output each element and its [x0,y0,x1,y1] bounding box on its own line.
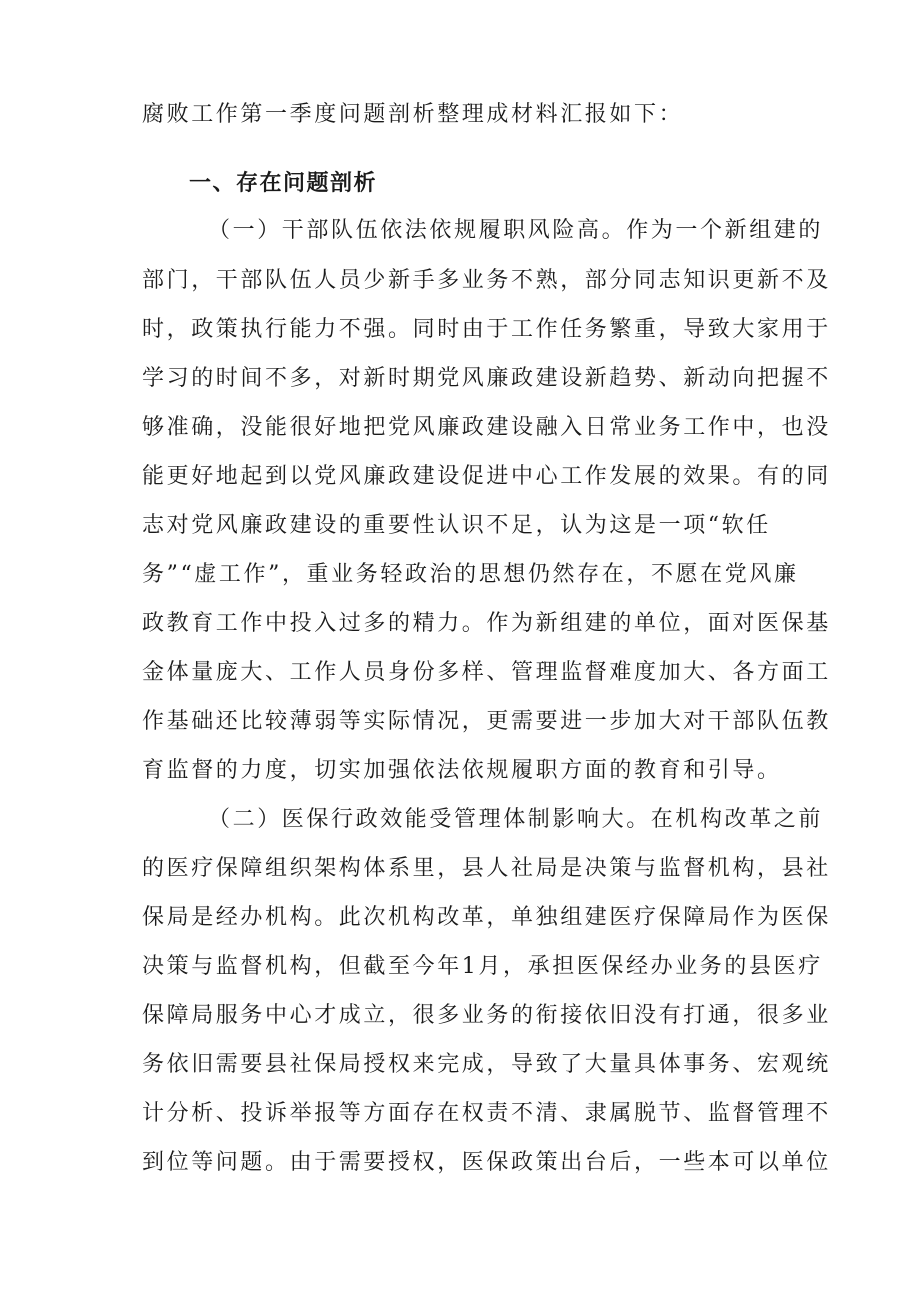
paragraph-1-line: 够准确，没能很好地把党风廉政建设融入日常业务工作中，也没 [142,415,831,440]
section-heading: 一、存在问题剖析 [189,171,378,196]
paragraph-1-line: 育监督的力度，切实加强依法依规履职方面的教育和引导。 [142,758,782,783]
paragraph-2-line: 计分析、投诉举报等方面存在权责不清、隶属脱节、监督管理不 [142,1101,831,1126]
paragraph-2-line: 保障局服务中心才成立，很多业务的衔接依旧没有打通，很多业 [142,1003,831,1028]
paragraph-2-line: 保局是经办机构。此次机构改革，单独组建医疗保障局作为医保 [142,905,831,930]
paragraph-1-line: 时，政策执行能力不强。同时由于工作任务繁重，导致大家用于 [142,317,831,342]
paragraph-1-line: 学习的时间不多，对新时期党风廉政建设新趋势、新动向把握不 [142,366,831,391]
paragraph-2-line: 到位等问题。由于需要授权，医保政策出台后，一些本可以单位 [142,1150,831,1175]
paragraph-1-line: 志对党风廉政建设的重要性认识不足，认为这是一项“软任 [142,513,771,538]
paragraph-1-line: 能更好地起到以党风廉政建设促进中心工作发展的效果。有的同 [142,464,831,489]
paragraph-1-line: 部门，干部队伍人员少新手多业务不熟，部分同志知识更新不及 [142,268,831,293]
paragraph-1-line: （一）干部队伍依法依规履职风险高。作为一个新组建的 [208,218,824,243]
intro-line: 腐败工作第一季度问题剖析整理成材料汇报如下： [142,102,684,127]
paragraph-1-line: 务”“虚工作”，重业务轻政治的思想仍然存在，不愿在党风廉 [142,562,799,587]
paragraph-1-line: 作基础还比较薄弱等实际情况，更需要进一步加大对干部队伍教 [142,709,831,734]
paragraph-2-line: 的医疗保障组织架构体系里，县人社局是决策与监督机构，县社 [142,856,831,881]
paragraph-2-line: 务依旧需要县社保局授权来完成，导致了大量具体事务、宏观统 [142,1052,831,1077]
paragraph-1-line: 金体量庞大、工作人员身份多样、管理监督难度加大、各方面工 [142,660,831,685]
paragraph-1-line: 政教育工作中投入过多的精力。作为新组建的单位，面对医保基 [142,611,831,636]
paragraph-2-line: 决策与监督机构，但截至今年1月，承担医保经办业务的县医疗 [142,954,823,979]
paragraph-2-line: （二）医保行政效能受管理体制影响大。在机构改革之前 [208,807,824,832]
